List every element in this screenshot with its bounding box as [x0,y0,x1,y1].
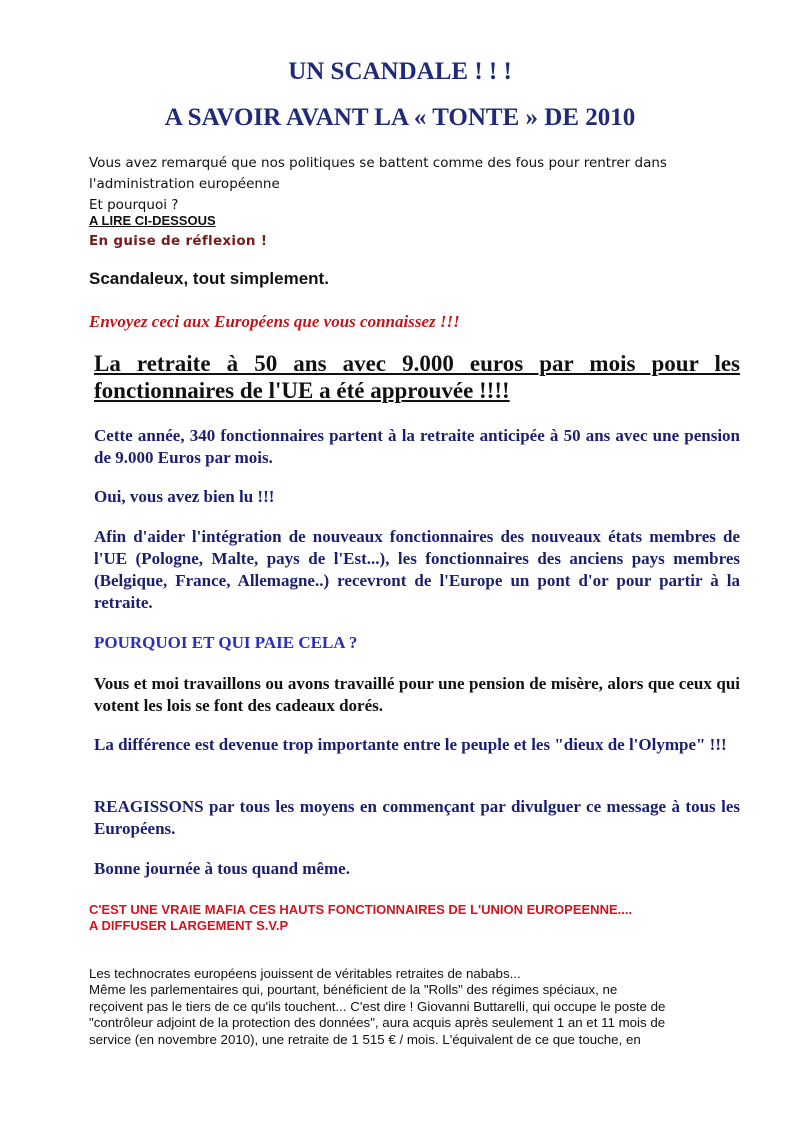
paragraph-difference: La différence est devenue trop importante entre le peuple et les "dieux de l'Olympe" !!! [94,735,727,754]
headline: La retraite à 50 ans avec 9.000 euros par mois pour les fonctionnaires de l'UE a été approuvée !!!! [94,351,740,403]
paragraph-yes-read: Oui, vous avez bien lu !!! [94,487,275,506]
intro-text [89,153,729,216]
intro-line: Vous avez remarqué que nos politiques se battent comme des fous pour rentrer dans [89,155,667,171]
page-title: UN SCANDALE ! ! ! [288,58,512,85]
warning-line: A DIFFUSER LARGEMENT S.V.P [89,918,289,933]
forward-appeal: Envoyez ceci aux Européens que vous connaissez !!! [89,312,460,331]
scandaleux-heading: Scandaleux, tout simplement. [89,269,329,288]
body-line: Les technocrates européens jouissent de véritables retraites de nababs... [89,966,521,981]
body-line: "contrôleur adjoint de la protection des données", aura acquis après seulement 1 an et 11 mois de [89,1015,666,1031]
body-line: reçoivent pas le tiers de ce qu'ils touchent... C'est dire ! Giovanni Buttarelli, qui occupe le poste de [89,998,666,1014]
paragraph-pension: Vous et moi travaillons ou avons travaillé pour une pension de misère, alors que ceux qui votent les lois se font des cadeaux dorés. [94,674,740,715]
intro-line: Et pourquoi ? [89,197,179,213]
mafia-warning [89,902,749,934]
paragraph-why: POURQUOI ET QUI PAIE CELA ? [94,633,358,652]
paragraph-retirement: Cette année, 340 fonctionnaires partent à la retraite anticipée à 50 ans avec une pension de 9.000 Euros par mois. [94,426,740,467]
paragraph-good-day: Bonne journée à tous quand même. [94,859,350,878]
paragraph-integration: Afin d'aider l'intégration de nouveaux fonctionnaires des nouveaux états membres de l'UE (Pologne, Malte, pays de l'Est...), les fonctionnaires des anciens pays membres (Belgique, France, Allemagne..) recevront de l'Europe un pont d'or pour partir à la retraite. [94,527,740,612]
body-line: Même les parlementaires qui, pourtant, bénéficient de la "Rolls" des régimes spéciaux, ne [89,982,618,998]
technocrats-paragraph [89,966,739,1048]
body-line: service (en novembre 2010), une retraite de 1 515 € / mois. L'équivalent de ce que touche, en [89,1031,641,1047]
reflection-label: En guise de réflexion ! [89,233,268,249]
page-subtitle: A SAVOIR AVANT LA « TONTE » DE 2010 [164,104,636,131]
read-below-label: A LIRE CI-DESSOUS [89,213,216,228]
paragraph-react: REAGISSONS par tous les moyens en commençant par divulguer ce message à tous les Européens. [94,797,740,838]
warning-line: C'EST UNE VRAIE MAFIA CES HAUTS FONCTIONNAIRES DE L'UNION EUROPEENNE.... [89,902,633,917]
intro-line: l'administration européenne [89,176,280,192]
